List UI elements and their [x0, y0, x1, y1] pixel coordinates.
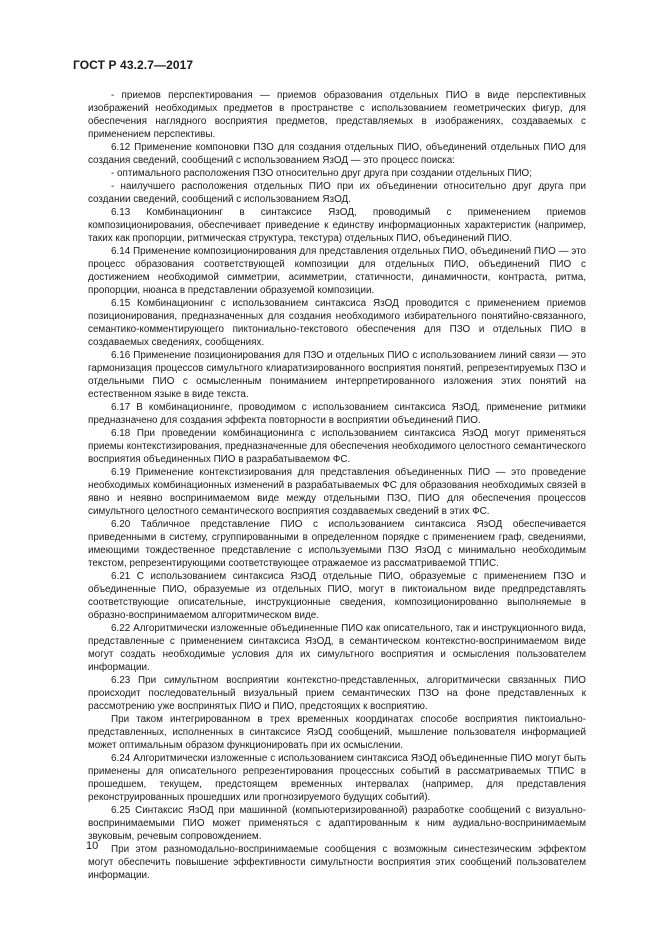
paragraph: 6.12 Применение компоновки ПЗО для создания отдельных ПИО, объединений отдельных ПИО для создания сведений, сообщений с использованием ЯзОД — это процесс поиска: — [88, 142, 586, 166]
paragraph: 6.18 При проведении комбинационинга с использованием синтаксиса ЯзОД могут применяться приемы контекстизирования, предназначенные для обеспечения необходимого целостного семантического восприятия объединенных ПИО в разрабатываемом ФС. — [88, 428, 586, 465]
paragraph: - приемов перспектирования — приемов образования отдельных ПИО в виде перспективных изображений необходимых предметов в пространстве с использованием геометрических фигур, для обеспечения наглядного восприятия предметов, представляемых в изображениях, создаваемых с применением перспективы. — [88, 90, 586, 140]
page-number: 10 — [86, 840, 99, 852]
paragraph: 6.15 Комбинационинг с использованием синтаксиса ЯзОД проводится с применением приемов позиционирования, предназначенных для создания необходимого избирательного понятийно-связанного, семантико-комментирующего пиктониально-текстового обеспечения для ПЗО и отдельных ПИО в создаваемых сведениях, сообщениях. — [88, 298, 586, 348]
paragraph: - наилучшего расположения отдельных ПИО при их объединении относительно друг друга при создании сведений, сообщений с использованием ЯзОД. — [88, 181, 586, 205]
paragraph: 6.24 Алгоритмически изложенные с использованием синтаксиса ЯзОД объединенные ПИО могут быть применены для описательного репрезентирования процессных событий в рассматриваемых ТПИС в прошедшем, текущем, предстоящем временных интервалах (например, для представления реконструированных прошедших или прогнозируемого будущих событий). — [88, 753, 586, 803]
standard-header: ГОСТ Р 43.2.7—2017 — [73, 58, 194, 72]
paragraph: 6.19 Применение контекстизирования для представления объединенных ПИО — это проведение необходимых комбинационных изменений в разрабатываемых ФС для образования необходимых связей в явно и неявно воспринимаемом виде между отдельными ПЗО, ПИО для обеспечения процессов симультного целостного семантического восприятия создаваемых сведений в этих ФС. — [88, 467, 586, 517]
paragraph: 6.22 Алгоритмически изложенные объединенные ПИО как описательного, так и инструкционного вида, представленные с применением синтаксиса ЯзОД, в семантическом контекстно-воспринимаемом виде могут создать необходимые условия для их симультного восприятия и осмысления пользователем информации. — [88, 623, 586, 673]
paragraph: 6.25 Синтаксис ЯзОД при машинной (компьютеризированной) разработке сообщений с визуально-воспринимаемыми ПИО может применяться с адаптированным к ним аудиально-воспринимаемым звуковым, речевым сопровождением. — [88, 805, 586, 842]
paragraph: При этом разномодально-воспринимаемые сообщения с возможным синестезическим эффектом могут обеспечить повышение эффективности симультности восприятия этих сообщений пользователем информации. — [88, 844, 586, 881]
paragraph: - оптимального расположения ПЗО относительно друг друга при создании отдельных ПИО; — [111, 168, 532, 179]
paragraph: 6.17 В комбинационинге, проводимом с использованием синтаксиса ЯзОД, применение ритмики предназначено для создания эффекта повторности в восприятии объединений ПИО. — [88, 402, 586, 426]
paragraph: 6.16 Применение позиционирования для ПЗО и отдельных ПИО с использованием линий связи — это гармонизация процессов симультного клиаратизированного восприятия понятий, репрезентируемых ПЗО и отдельными ПИО с осмысленным пониманием интерпретированного изложения этих понятий на естественном языке в виде текста. — [88, 350, 586, 400]
paragraph: 6.23 При симультном восприятии контекстно-представленных, алгоритмически связанных ПИО происходит последовательный визуальный прием семантических ПЗО на фоне представленных к рассмотрению уже воспринятых ПИО и ПИО, предстоящих к восприятию. — [88, 675, 586, 712]
paragraph: При таком интегрированном в трех временных координатах способе восприятия пиктоиально-представленных, исполненных в синтаксисе ЯзОД сообщений, мышление пользователя информацией может оптимальным образом функционировать при их осмыслении. — [88, 714, 586, 751]
paragraph: 6.20 Табличное представление ПИО с использованием синтаксиса ЯзОД обеспечивается приведенными в систему, сгруппированными в определенном порядке с применением граф, сведениями, имеющими тождественное представление с используемыми ПЗО ЯзОД с минимально необходимым текстом, репрезентирующими соответствующее отражаемое из рассматриваемой ТПИС. — [88, 519, 586, 569]
paragraph: 6.14 Применение композиционирования для представления отдельных ПИО, объединений ПИО — это процесс образования соответствующей композиции для отдельных ПИО, объединений ПИО с достижением необходимой симметрии, асимметрии, статичности, динамичности, контраста, ритма, пропорции, нюанса в представлении образуемой композиции. — [88, 246, 586, 296]
paragraph: 6.13 Комбинационинг в синтаксисе ЯзОД, проводимый с применением приемов композиционирования, обеспечивает приведение к единству информационных характеристик (например, таких как пропорции, ритмическая структура, текстура) отдельных ПИО, объединений ПИО. — [88, 207, 586, 244]
body-text — [88, 89, 586, 882]
paragraph: 6.21 С использованием синтаксиса ЯзОД отдельные ПИО, образуемые с применением ПЗО и объединенные ПИО, образуемые из отдельных ПИО, могут в пиктоиальном виде предпредставлять соответствующие описательные, инструкционные сведения, композиционированно выполняемые в образно-воспринимаемом алгоритмическом виде. — [88, 571, 586, 621]
